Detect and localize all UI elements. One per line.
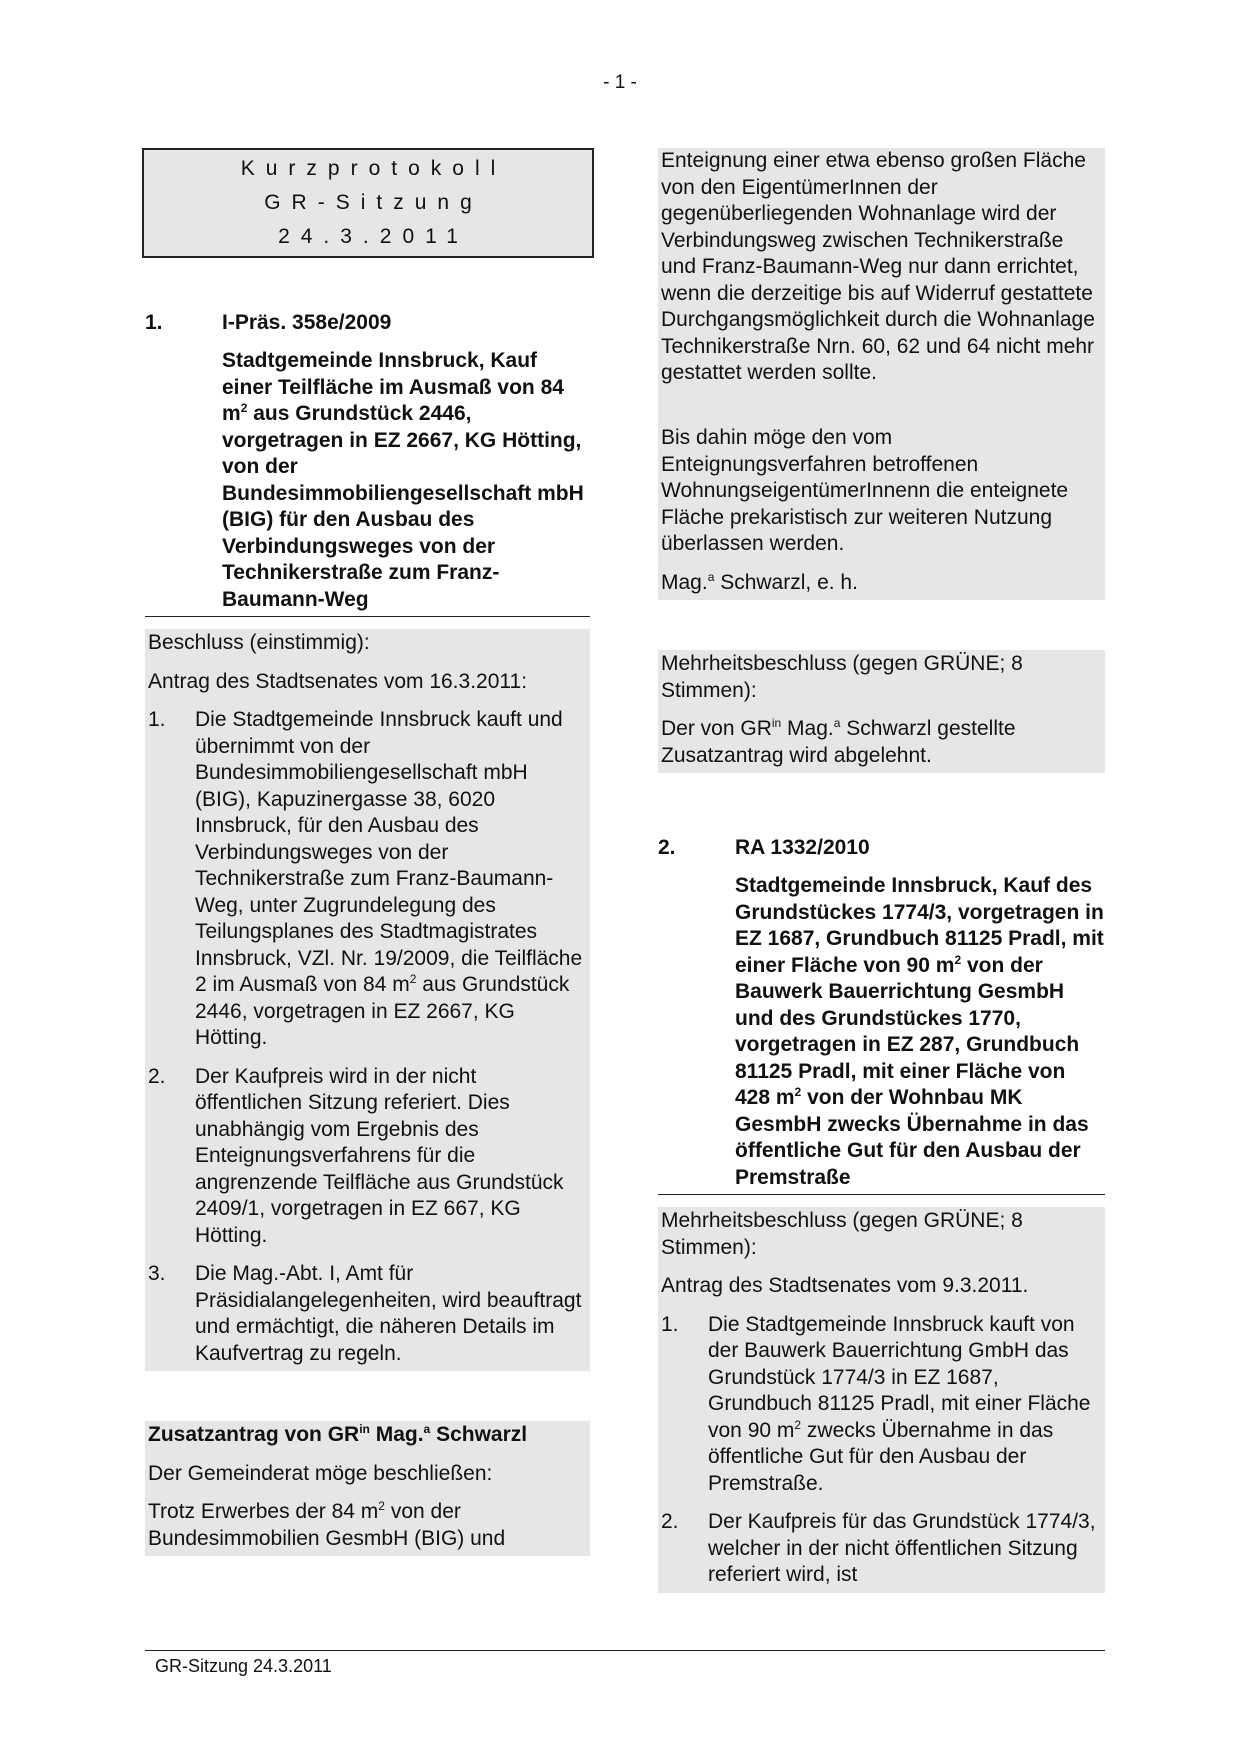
item-2-decision-block	[658, 1207, 1105, 1593]
item-2-rule	[658, 1194, 1105, 1195]
footer-rule	[145, 1650, 1105, 1651]
item-2-motion: Antrag des Stadtsenates vom 9.3.2011.	[661, 1274, 1029, 1297]
item-1-motion: Antrag des Stadtsenates vom 16.3.2011:	[148, 669, 528, 693]
supplement-result-text: Der von $GR^{in}$ Mag.$^a$ Schwarzl gestellte Zusatzantrag wird abgelehnt.	[661, 716, 1016, 767]
item-1-title: Stadtgemeinde Innsbruck, Kauf einer Teilfläche im Ausmaß von 84 $m^2$ aus Grundstück 2446, vorgetragen in EZ 2667, KG Hötting, von der Bundesimmobiliengesellschaft mbH (BIG) für den Ausbau des Verbindungsweges von der Technikerstraße zum Franz-Baumann-Weg	[222, 349, 584, 611]
supplement-text-start: Trotz Erwerbes der 84 $m^2$ von der Bundesimmobilien GesmbH (BIG) und	[148, 1499, 506, 1550]
supplement-intro: Der Gemeinderat möge beschließen:	[148, 1461, 493, 1485]
list-item: 2. Der Kaufpreis wird in der nicht öffentlichen Sitzung referiert. Dies unabhängig vom Ergebnis des Enteignungsverfahrens für die angrenzende Teilfläche aus Grundstück 2409/1, vorgetragen in EZ 667, KG Hötting.	[148, 1064, 564, 1247]
list-item: 3. Die Mag.-Abt. I, Amt für Präsidialangelegenheiten, wird beauftragt und ermächtigt, die näheren Details im Kaufvertrag zu regeln.	[148, 1262, 582, 1365]
item-1-number: 1.	[145, 311, 163, 334]
item-2-number: 2.	[658, 836, 676, 859]
right-column	[658, 148, 1105, 1593]
item-1-decision: Beschluss (einstimmig):	[148, 631, 370, 654]
item-1-rule	[145, 616, 590, 617]
item-2-header	[658, 835, 1105, 1191]
title-line-3: 24.3.2011	[278, 225, 469, 248]
item-2-points	[661, 1312, 1102, 1589]
item-1-header	[145, 310, 590, 613]
title-line-2: GR-Sitzung	[264, 191, 483, 214]
item-2-decision: Mehrheitsbeschluss (gegen GRÜNE; 8 Stimmen):	[661, 1209, 1023, 1259]
title-line-1: Kurzprotokoll	[240, 157, 507, 180]
page-number: - 1 -	[603, 72, 637, 93]
list-item: 1. Die Stadtgemeinde Innsbruck kauft und übernimmt von der Bundesimmobiliengesellschaft mbH (BIG), Kapuzinergasse 38, 6020 Innsbruck, für den Ausbau des Verbindungsweges von der Technikerstraße zum Franz-Baumann-Weg, unter Zugrundelegung des Teilungsplanes des Stadtmagistrates Innsbruck, VZl. Nr. 19/2009, die Teilfläche 2 im Ausmaß von 84 $m^2$ aus Grundstück 2446, vorgetragen in EZ 2667, KG Hötting.	[148, 708, 583, 1049]
item-1-points	[148, 707, 587, 1367]
left-column	[145, 148, 590, 1556]
list-item: 1. Die Stadtgemeinde Innsbruck kauft von der Bauwerk Bauerrichtung GmbH das Grundstück 1774/3 in EZ 1687, Grundbuch 81125 Pradl, mit einer Fläche von 90 $m^2$ zwecks Übernahme in das öffentliche Gut für den Ausbau der Premstraße.	[661, 1312, 1091, 1495]
title-box	[142, 148, 594, 258]
supplement-heading: Zusatzantrag von $GR^{in}$ Mag.$^a$ Schwarzl	[148, 1422, 528, 1446]
supplement-text-continued: Enteignung einer etwa ebenso großen Fläche von den EigentümerInnen der gegenüberliegenden Wohnanlage wird der Verbindungsweg zwischen Technikerstraße und Franz-Baumann-Weg nur dann errichtet, wenn die derzeitige bis auf Widerruf gestattete Durchgangsmöglichkeit durch die Wohnanlage Technikerstraße Nrn. 60, 62 und 64 nicht mehr gestattet werden sollte.	[661, 149, 1095, 384]
item-1-decision-block	[145, 629, 590, 1371]
supplement-continued-block	[658, 148, 1105, 600]
item-2-title: Stadtgemeinde Innsbruck, Kauf des Grundstückes 1774/3, vorgetragen in EZ 1687, Grundbuch 81125 Pradl, mit einer Fläche von 90 $m^2$ von der Bauwerk Bauerrichtung GesmbH und des Grundstückes 1770, vorgetragen in EZ 287, Grundbuch 81125 Pradl, mit einer Fläche von 428 $m^2$ von der Wohnbau MK GesmbH zwecks Übernahme in das öffentliche Gut für den Ausbau der Premstraße	[735, 874, 1104, 1189]
item-2-reference: RA 1332/2010	[735, 836, 870, 859]
supplement-text-2: Bis dahin möge den vom Enteignungsverfahren betroffenen WohnungseigentümerInnenn die enteignete Fläche prekaristisch zur weiteren Nutzung überlassen werden.	[661, 426, 1069, 555]
footer-text: GR-Sitzung 24.3.2011	[155, 1656, 332, 1676]
list-item: 2. Der Kaufpreis für das Grundstück 1774/3, welcher in der nicht öffentlichen Sitzung referiert wird, ist	[661, 1510, 1096, 1586]
supplement-signature: Mag.$^a$ Schwarzl, e. h.	[661, 569, 858, 594]
supplement-result-block	[658, 650, 1105, 773]
supplement-result-decision: Mehrheitsbeschluss (gegen GRÜNE; 8 Stimmen):	[661, 652, 1023, 702]
supplement-motion-block	[145, 1421, 590, 1556]
item-1-reference: I-Präs. 358e/2009	[222, 311, 392, 334]
